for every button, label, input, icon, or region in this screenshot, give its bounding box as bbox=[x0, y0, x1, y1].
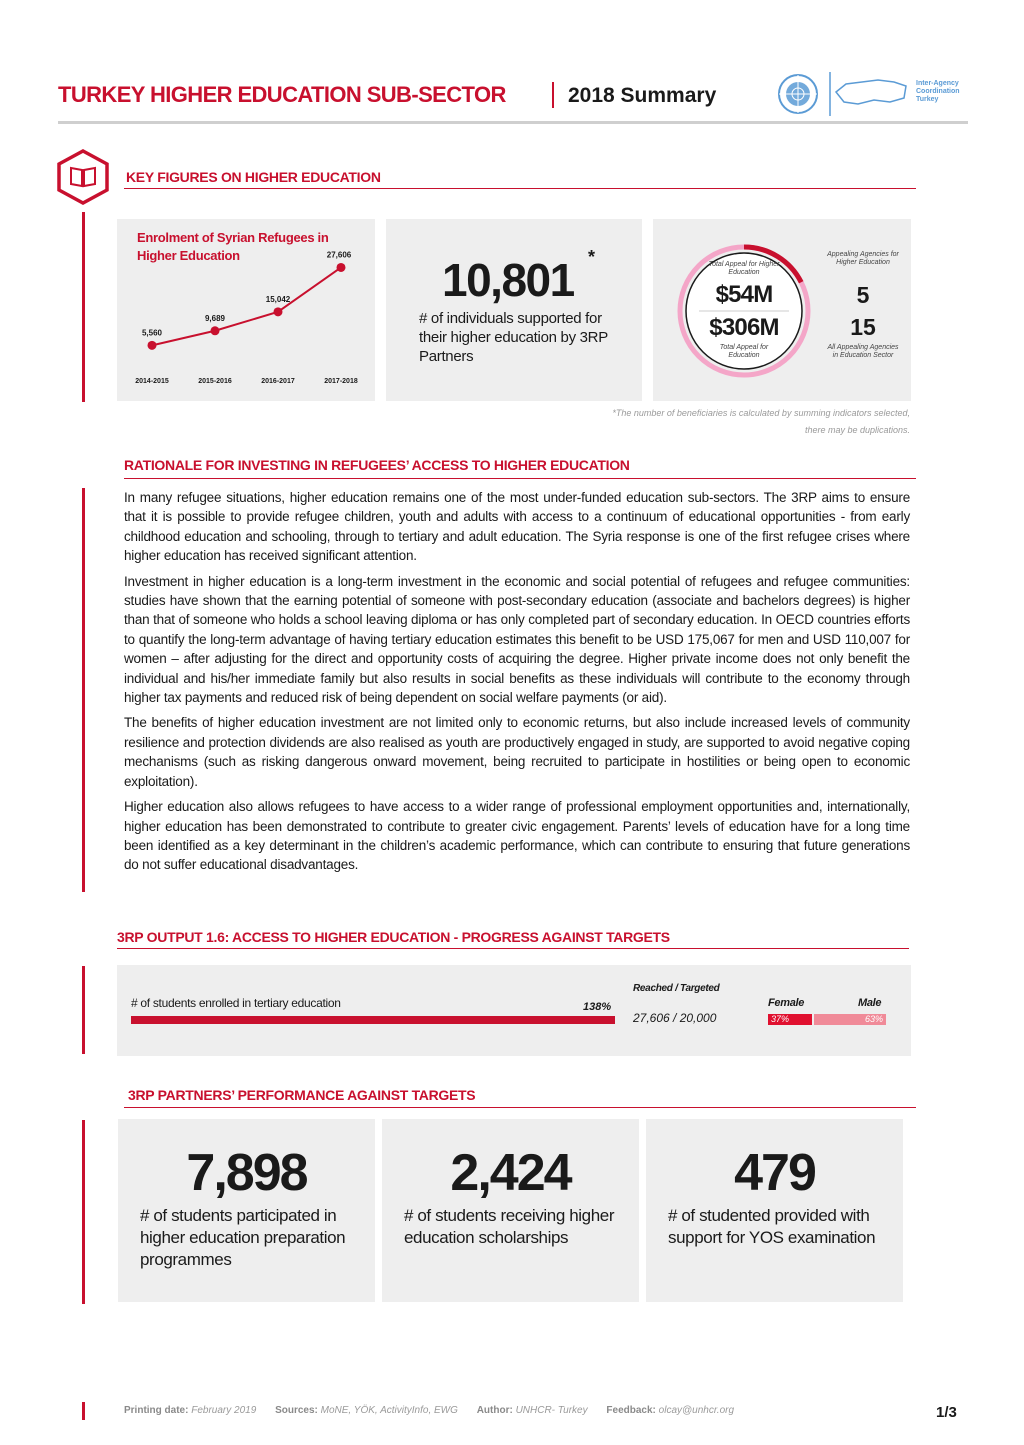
data-label: 9,689 bbox=[204, 313, 226, 323]
progress-bar bbox=[131, 1016, 615, 1024]
section-divider bbox=[124, 188, 916, 189]
agencies-education-label: All Appealing Agencies in Education Sector bbox=[827, 344, 899, 359]
section-divider bbox=[124, 1107, 916, 1108]
data-label: 15,042 bbox=[265, 294, 291, 304]
indicator-label: # of students enrolled in tertiary education bbox=[131, 996, 341, 1010]
appeal-higher-ed-value: $54M bbox=[715, 281, 773, 308]
un-emblem-icon bbox=[772, 72, 824, 116]
individuals-supported-panel bbox=[386, 219, 642, 401]
accent-bar bbox=[82, 212, 85, 402]
page-subtitle: 2018 Summary bbox=[568, 84, 717, 107]
output-progress-panel bbox=[117, 965, 911, 1056]
appeal-ring-chart bbox=[653, 219, 911, 401]
x-tick-label: 2017-2018 bbox=[324, 378, 358, 385]
page-footer bbox=[124, 1405, 750, 1416]
reached-targeted-label: Reached / Targeted bbox=[633, 983, 720, 994]
data-point bbox=[337, 263, 346, 272]
partner-card-caption: # of students participated in higher education preparation programmes bbox=[140, 1206, 346, 1269]
partner-card-value: 479 bbox=[734, 1144, 815, 1202]
partner-card-caption: # of studented provided with support for YOS examination bbox=[668, 1206, 876, 1247]
appeal-education-value: $306M bbox=[709, 314, 779, 341]
rationale-text bbox=[124, 488, 910, 881]
reached-targeted-value: 27,606 / 20,000 bbox=[633, 1011, 717, 1025]
partner-card bbox=[646, 1119, 903, 1302]
rationale-paragraph: In many refugee situations, higher education remains one of the most under-funded education sub-sectors. The 3RP aims to ensure that it is possible to provide refugee children, youth and adults with access to a continuum of educational opportunities - from early childhood education and schooling, through to tertiary and adult education. The Syria response is one of the first refugee crises where higher education has received significant attention. bbox=[124, 490, 910, 564]
individuals-supported-value: 10,801 bbox=[442, 254, 574, 306]
accent-bar bbox=[82, 1120, 85, 1304]
agencies-higher-ed-label: Appealing Agencies for Higher Education bbox=[827, 251, 899, 266]
printing-date-label: Printing date: bbox=[124, 1405, 189, 1416]
printing-date-value: February 2019 bbox=[191, 1405, 257, 1416]
sources-value: MoNE, YÖK, ActivityInfo, EWG bbox=[320, 1405, 458, 1416]
page-title: TURKEY HIGHER EDUCATION SUB-SECTOR bbox=[58, 82, 506, 107]
appeal-higher-ed-label: Total Appeal for Higher Education bbox=[708, 261, 780, 276]
progress-percent: 138% bbox=[583, 1001, 612, 1013]
partner-card bbox=[382, 1119, 639, 1302]
turkey-map-icon bbox=[828, 72, 910, 116]
author-label: Author: bbox=[476, 1405, 513, 1416]
chart-title: Enrolment of Syrian Refugees in Higher Education bbox=[137, 230, 329, 263]
partner-card-value: 7,898 bbox=[186, 1144, 307, 1202]
series-line bbox=[152, 267, 341, 345]
enrolment-line-chart bbox=[117, 219, 375, 401]
data-point bbox=[211, 326, 220, 335]
feedback-email-link[interactable]: olcay@unhcr.org bbox=[658, 1405, 735, 1416]
rationale-paragraph: Higher education also allows refugees to have access to a wider range of professional employment opportunities and, internationally, higher education has been demonstrated to contribute to greater civic engagement. Parents’ levels of education have for a long time been identified as a key determinant in the children’s academic performance, which can contribute to ensuring that future generations do not suffer educational disadvantages. bbox=[124, 799, 910, 873]
footnote-asterisk: * bbox=[588, 247, 596, 267]
partner-card-caption: # of students receiving higher education scholarships bbox=[404, 1206, 615, 1247]
agencies-education-value: 15 bbox=[850, 314, 876, 340]
rationale-title: RATIONALE FOR INVESTING IN REFUGEES’ ACCESS TO HIGHER EDUCATION bbox=[124, 457, 630, 473]
agency-logo-text: Inter-Agency Coordination Turkey bbox=[916, 80, 960, 103]
x-tick-label: 2016-2017 bbox=[261, 378, 295, 385]
female-share-bar: 37% bbox=[768, 1014, 812, 1025]
rationale-paragraph: Investment in higher education is a long-term investment in the economic and social potential of refugees and refugee communities: studies have shown that the earning potential of someone with post-secondary education (associate and bachelors degrees) is higher than that of someone who holds a school leaving diploma or has only completed part of secondary education. In OECD countries efforts to quantify the long-term advantage of having tertiary education estimates this benefit to be USD 175,067 for men and USD 110,007 for women – after adjusting for the direct and opportunity costs of acquiring the degree. Higher private income does not only benefit the individual and his/her immediate family but also results in social benefits as these individuals will contribute to the economy through higher tax payments and reduced risk of being dependent on social welfare payments (or aid). bbox=[124, 573, 910, 706]
book-icon bbox=[55, 148, 111, 206]
agencies-higher-ed-value: 5 bbox=[856, 282, 870, 308]
data-label: 5,560 bbox=[141, 328, 163, 338]
page-header bbox=[58, 76, 968, 124]
section-divider bbox=[124, 478, 916, 479]
partner-card bbox=[118, 1119, 375, 1302]
male-share-bar: 63% bbox=[814, 1014, 886, 1025]
accent-bar bbox=[82, 1402, 85, 1420]
enrolment-chart-panel bbox=[117, 219, 375, 401]
x-tick-label: 2015-2016 bbox=[198, 378, 232, 385]
output-title: 3RP OUTPUT 1.6: ACCESS TO HIGHER EDUCATION - PROGRESS AGAINST TARGETS bbox=[117, 929, 670, 945]
x-tick-label: 2014-2015 bbox=[135, 378, 169, 385]
feedback-label: Feedback: bbox=[606, 1405, 656, 1416]
data-point bbox=[274, 307, 283, 316]
data-point bbox=[148, 341, 157, 350]
individuals-supported-caption: # of individuals supported for their higher education by 3RP Partners bbox=[419, 310, 608, 365]
key-figures-title: KEY FIGURES ON HIGHER EDUCATION bbox=[126, 169, 381, 185]
section-divider bbox=[117, 948, 909, 949]
author-value: UNHCR- Turkey bbox=[515, 1405, 588, 1416]
sources-label: Sources: bbox=[275, 1405, 318, 1416]
appeal-education-label: Total Appeal for Education bbox=[719, 344, 769, 359]
beneficiaries-footnote: *The number of beneficiaries is calculated by summing indicators selected, there may be duplications. bbox=[612, 408, 910, 435]
accent-bar bbox=[82, 488, 85, 892]
accent-bar bbox=[82, 966, 85, 1054]
rationale-paragraph: The benefits of higher education investment are not limited only to economic returns, but also include increased levels of community resilience and protection dividends are also realised as youth are productively engaged in study, are supported to avoid negative coping mechanisms (such as risking dangerous onward movement, being recruited to participate in hostilities or being open to economic exploitation). bbox=[124, 715, 910, 789]
title-separator bbox=[552, 82, 554, 108]
partners-title: 3RP PARTNERS’ PERFORMANCE AGAINST TARGETS bbox=[128, 1087, 476, 1103]
data-label: 27,606 bbox=[326, 250, 352, 260]
partner-card-value: 2,424 bbox=[450, 1144, 571, 1202]
male-label: Male bbox=[858, 997, 882, 1009]
appeal-panel bbox=[653, 219, 911, 401]
page-number: 1/3 bbox=[936, 1404, 957, 1421]
female-label: Female bbox=[768, 997, 805, 1009]
